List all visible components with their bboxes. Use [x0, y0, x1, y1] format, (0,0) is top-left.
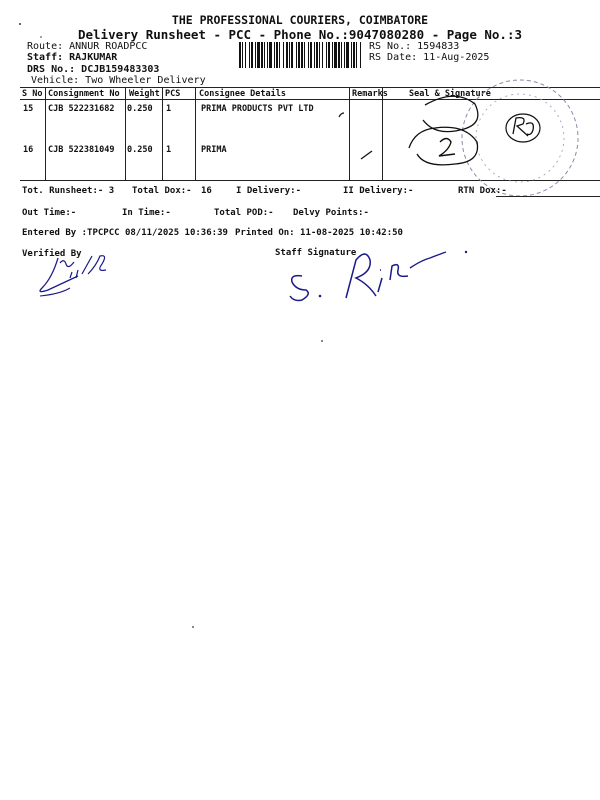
drs-number: DRS No.: DCJB159483303 — [27, 64, 160, 75]
in-time: In Time:- — [122, 208, 171, 218]
staff-signature-label: Staff Signature — [275, 248, 357, 258]
rs-date: RS Date: 11-Aug-2025 — [369, 52, 490, 63]
row-pcs: 1 — [166, 145, 172, 155]
row-weight: 0.250 — [127, 145, 153, 155]
header-seal-signature: Seal & Signature — [409, 89, 491, 99]
company-title: THE PROFESSIONAL COURIERS, COIMBATORE — [171, 13, 429, 27]
header-weight: Weight — [129, 89, 160, 99]
total-pod: Total POD:- — [214, 208, 274, 218]
header-remarks: Remarks — [352, 89, 388, 99]
printed-on: Printed On: 11-08-2025 10:42:50 — [235, 228, 403, 238]
header-consignment: Consignment No — [48, 89, 120, 99]
header-consignee: Consignee Details — [199, 89, 286, 99]
verified-by-label: Verified By — [22, 249, 82, 259]
i-delivery: I Delivery:- — [236, 186, 302, 196]
entered-by: Entered By :TPCPCC 08/11/2025 10:36:39 — [22, 228, 228, 238]
row-sno: 15 — [23, 104, 34, 114]
header-pcs: PCS — [165, 89, 181, 99]
out-time: Out Time:- — [22, 208, 77, 218]
row-sno: 16 — [23, 145, 34, 155]
vehicle-text: Vehicle: Two Wheeler Delivery — [31, 75, 206, 86]
row-weight: 0.250 — [127, 104, 153, 114]
route-text: Route: ANNUR ROADPCC — [27, 41, 148, 52]
row-consignment: CJB 522231682 — [48, 104, 115, 114]
total-dox-label: Total Dox:- — [132, 186, 192, 196]
runsheet-subtitle: Delivery Runsheet - PCC - Phone No.:9047080280 - Page No.:3 — [77, 27, 522, 42]
total-dox-value: 16 — [201, 186, 212, 196]
row-consignee: PRIMA PRODUCTS PVT LTD — [201, 104, 314, 114]
ii-delivery: II Delivery:- — [343, 186, 414, 196]
row-pcs: 1 — [166, 104, 172, 114]
header-sno: S No — [22, 89, 43, 99]
rs-number: RS No.: 1594833 — [369, 41, 460, 52]
delvy-points: Delvy Points:- — [293, 208, 369, 218]
rtn-dox: RTN Dox:- — [458, 186, 507, 196]
staff-text: Staff: RAJKUMAR — [27, 52, 118, 63]
tot-runsheet: Tot. Runsheet:- 3 — [22, 186, 115, 196]
row-consignee: PRIMA — [201, 145, 227, 155]
row-consignment: CJB 522381049 — [48, 145, 115, 155]
